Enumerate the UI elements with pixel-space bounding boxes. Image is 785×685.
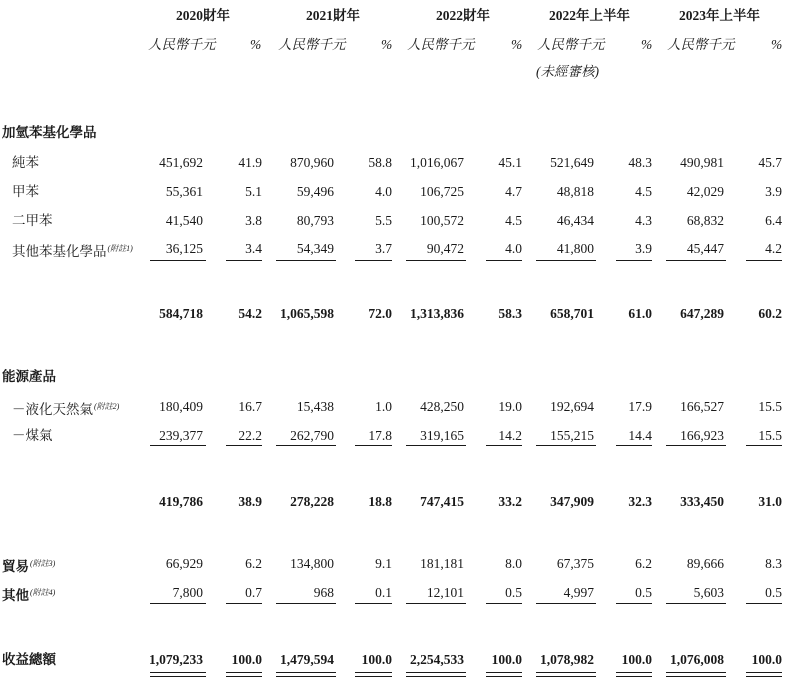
row-label-coal-gas: －煤氣 — [12, 428, 53, 443]
total-row-cell: 1,079,233 — [149, 652, 203, 667]
total-row-cell: 100.0 — [491, 652, 522, 667]
table-row-cell: 41.9 — [238, 155, 262, 170]
table-row-cell: 4.2 — [765, 241, 782, 256]
underline-rule — [616, 445, 652, 446]
underline-rule — [226, 445, 262, 446]
table-row-cell: 45.7 — [758, 155, 782, 170]
table-row-cell: 7,800 — [172, 585, 203, 600]
row-label-lng: －液化天然氣$^{(附註2)}$ — [12, 402, 120, 417]
table-row-cell: 67,375 — [556, 556, 594, 571]
table-row-cell: 6.2 — [635, 556, 652, 571]
table-row-cell: 5.5 — [375, 213, 392, 228]
underline-rule — [355, 603, 392, 604]
underline-rule — [746, 603, 782, 604]
table-row-cell: 48,818 — [556, 184, 594, 199]
table-row-cell: 14.2 — [498, 428, 522, 443]
underline-rule — [226, 260, 262, 261]
table-row-cell: 4,997 — [563, 585, 594, 600]
underline-rule — [486, 445, 522, 446]
table-row-cell: 0.5 — [505, 585, 522, 600]
underline-rule — [746, 445, 782, 446]
table-row-cell: 166,923 — [680, 428, 724, 443]
underline-rule — [150, 445, 206, 446]
table-row-cell: 490,981 — [680, 155, 724, 170]
subtotal-row-cell: 61.0 — [628, 306, 652, 321]
table-row-cell: 12,101 — [426, 585, 464, 600]
unit-label: 人民幣千元 — [278, 37, 346, 52]
table-row-cell: 0.5 — [765, 585, 782, 600]
table-row-cell: 5.1 — [245, 184, 262, 199]
double-underline-rule — [355, 672, 392, 677]
row-label-toluene: 甲苯 — [12, 184, 39, 199]
table-row-cell: 3.9 — [765, 184, 782, 199]
pct-label: % — [771, 37, 783, 52]
underline-rule — [355, 445, 392, 446]
table-row-cell: 42,029 — [686, 184, 724, 199]
table-row-cell: 4.0 — [375, 184, 392, 199]
table-row-cell: 0.7 — [245, 585, 262, 600]
table-row-cell: 16.7 — [238, 399, 262, 414]
footnote-ref: (附註2) — [94, 402, 120, 411]
subtotal-row-cell: 419,786 — [159, 494, 203, 509]
unit-label: 人民幣千元 — [537, 37, 605, 52]
table-row-cell: 89,666 — [686, 556, 724, 571]
total-row-cell: 1,479,594 — [280, 652, 334, 667]
footnote-ref: (附註3) — [30, 559, 56, 568]
underline-rule — [406, 603, 466, 604]
table-row-cell: 55,361 — [165, 184, 203, 199]
table-row-cell: 106,725 — [420, 184, 464, 199]
subtotal-row-cell: 33.2 — [498, 494, 522, 509]
unit-label: 人民幣千元 — [407, 37, 475, 52]
double-underline-rule — [616, 672, 652, 677]
table-row-cell: 521,649 — [550, 155, 594, 170]
table-row-cell: 181,181 — [420, 556, 464, 571]
table-row-cell: 3.8 — [245, 213, 262, 228]
unit-label: 人民幣千元 — [667, 37, 735, 52]
table-row-cell: 5,603 — [693, 585, 724, 600]
underline-rule — [276, 445, 336, 446]
table-row-cell: 8.3 — [765, 556, 782, 571]
subtotal-row-cell: 278,228 — [290, 494, 334, 509]
table-row-cell: 15.5 — [758, 399, 782, 414]
table-row-cell: 0.1 — [375, 585, 392, 600]
table-row-cell: 0.5 — [635, 585, 652, 600]
table-row-cell: 319,165 — [420, 428, 464, 443]
total-row-cell: 100.0 — [231, 652, 262, 667]
underline-rule — [666, 260, 726, 261]
table-row-cell: 41,540 — [165, 213, 203, 228]
subtotal-row-cell: 60.2 — [758, 306, 782, 321]
double-underline-rule — [486, 672, 522, 677]
subtotal-row-cell: 38.9 — [238, 494, 262, 509]
row-label-xylene: 二甲苯 — [12, 213, 53, 228]
underline-rule — [616, 603, 652, 604]
underline-rule — [486, 260, 522, 261]
pct-label: % — [511, 37, 523, 52]
underline-rule — [536, 445, 596, 446]
table-row-cell: 41,800 — [556, 241, 594, 256]
subtotal-row-cell: 58.3 — [498, 306, 522, 321]
table-row-cell: 58.8 — [368, 155, 392, 170]
underline-rule — [276, 603, 336, 604]
table-row-cell: 3.4 — [245, 241, 262, 256]
table-row-cell: 4.5 — [635, 184, 652, 199]
table-row-cell: 166,527 — [680, 399, 724, 414]
subtotal-row-cell: 333,450 — [680, 494, 724, 509]
table-row-cell: 870,960 — [290, 155, 334, 170]
total-row-cell: 1,078,982 — [540, 652, 594, 667]
table-row-cell: 66,929 — [165, 556, 203, 571]
subtotal-row-cell: 18.8 — [368, 494, 392, 509]
table-row-cell: 6.2 — [245, 556, 262, 571]
table-row-cell: 4.0 — [505, 241, 522, 256]
table-row-cell: 45.1 — [498, 155, 522, 170]
table-row-cell: 54,349 — [296, 241, 334, 256]
row-label-other: 其他$^{(附註4)}$ — [2, 588, 56, 603]
table-row-cell: 45,447 — [686, 241, 724, 256]
subtotal-row-cell: 584,718 — [159, 306, 203, 321]
table-row-cell: 59,496 — [296, 184, 334, 199]
subtotal-row-cell: 72.0 — [368, 306, 392, 321]
subtotal-row-cell: 347,909 — [550, 494, 594, 509]
footnote-ref: (附註4) — [30, 588, 56, 597]
pct-label: % — [250, 37, 262, 52]
total-row-cell: 2,254,533 — [410, 652, 464, 667]
table-row-cell: 451,692 — [159, 155, 203, 170]
unit-label: 人民幣千元 — [148, 37, 216, 52]
year-header-2022h1: 2022年上半年 — [549, 8, 630, 23]
footnote-ref: (附註1) — [107, 244, 133, 253]
total-row-cell: 1,076,008 — [670, 652, 724, 667]
table-row-cell: 1.0 — [375, 399, 392, 414]
table-row-cell: 192,694 — [550, 399, 594, 414]
year-header-2022: 2022財年 — [436, 8, 490, 23]
table-row-cell: 15,438 — [296, 399, 334, 414]
table-row-cell: 100,572 — [420, 213, 464, 228]
subtotal-row-cell: 658,701 — [550, 306, 594, 321]
table-row-cell: 3.7 — [375, 241, 392, 256]
underline-rule — [406, 260, 466, 261]
total-row-cell: 100.0 — [751, 652, 782, 667]
table-row-cell: 134,800 — [290, 556, 334, 571]
underline-rule — [616, 260, 652, 261]
subtotal-row-cell: 647,289 — [680, 306, 724, 321]
table-row-cell: 9.1 — [375, 556, 392, 571]
table-row-cell: 428,250 — [420, 399, 464, 414]
year-header-2023h1: 2023年上半年 — [679, 8, 760, 23]
underline-rule — [486, 603, 522, 604]
underline-rule — [276, 260, 336, 261]
pct-label: % — [641, 37, 653, 52]
double-underline-rule — [406, 672, 466, 677]
subtotal-row-cell: 54.2 — [238, 306, 262, 321]
table-row-cell: 17.8 — [368, 428, 392, 443]
underline-rule — [226, 603, 262, 604]
underline-rule — [536, 260, 596, 261]
table-row-cell: 90,472 — [426, 241, 464, 256]
double-underline-rule — [666, 672, 726, 677]
row-label-other-benzene: 其他苯基化學品$^{(附註1)}$ — [12, 244, 133, 259]
underline-rule — [406, 445, 466, 446]
table-row-cell: 22.2 — [238, 428, 262, 443]
table-row-cell: 6.4 — [765, 213, 782, 228]
subtotal-row-cell: 31.0 — [758, 494, 782, 509]
table-row-cell: 4.5 — [505, 213, 522, 228]
table-row-cell: 80,793 — [296, 213, 334, 228]
table-row-cell: 19.0 — [498, 399, 522, 414]
row-label-benzene: 純苯 — [12, 155, 39, 170]
table-row-cell: 968 — [313, 585, 334, 600]
table-row-cell: 46,434 — [556, 213, 594, 228]
table-row-cell: 3.9 — [635, 241, 652, 256]
row-label-trade: 貿易$^{(附註3)}$ — [2, 559, 56, 574]
double-underline-rule — [746, 672, 782, 677]
double-underline-rule — [226, 672, 262, 677]
underline-rule — [150, 260, 206, 261]
underline-rule — [666, 445, 726, 446]
subtotal-row-cell: 32.3 — [628, 494, 652, 509]
table-row-cell: 180,409 — [159, 399, 203, 414]
table-row-cell: 262,790 — [290, 428, 334, 443]
row-label-total: 收益總額 — [2, 652, 56, 667]
subtotal-row-cell: 1,065,598 — [280, 306, 334, 321]
table-row-cell: 1,016,067 — [410, 155, 464, 170]
double-underline-rule — [150, 672, 206, 677]
underline-rule — [150, 603, 206, 604]
year-header-2021: 2021財年 — [306, 8, 360, 23]
table-row-cell: 239,377 — [159, 428, 203, 443]
underline-rule — [746, 260, 782, 261]
table-row-cell: 4.7 — [505, 184, 522, 199]
total-row-cell: 100.0 — [621, 652, 652, 667]
table-row-cell: 36,125 — [165, 241, 203, 256]
pct-label: % — [381, 37, 393, 52]
underline-rule — [536, 603, 596, 604]
section-title-energy: 能源產品 — [2, 369, 56, 384]
table-row-cell: 68,832 — [686, 213, 724, 228]
table-row-cell: 8.0 — [505, 556, 522, 571]
year-header-2020: 2020財年 — [176, 8, 230, 23]
section-title-hydro: 加氫苯基化學品 — [2, 125, 97, 140]
subtotal-row-cell: 1,313,836 — [410, 306, 464, 321]
double-underline-rule — [536, 672, 596, 677]
table-row-cell: 14.4 — [628, 428, 652, 443]
table-row-cell: 48.3 — [628, 155, 652, 170]
subtotal-row-cell: 747,415 — [420, 494, 464, 509]
table-row-cell: 15.5 — [758, 428, 782, 443]
unaudited-note: (未經審核) — [536, 64, 599, 79]
underline-rule — [355, 260, 392, 261]
table-row-cell: 4.3 — [635, 213, 652, 228]
total-row-cell: 100.0 — [361, 652, 392, 667]
double-underline-rule — [276, 672, 336, 677]
table-row-cell: 17.9 — [628, 399, 652, 414]
underline-rule — [666, 603, 726, 604]
table-row-cell: 155,215 — [550, 428, 594, 443]
